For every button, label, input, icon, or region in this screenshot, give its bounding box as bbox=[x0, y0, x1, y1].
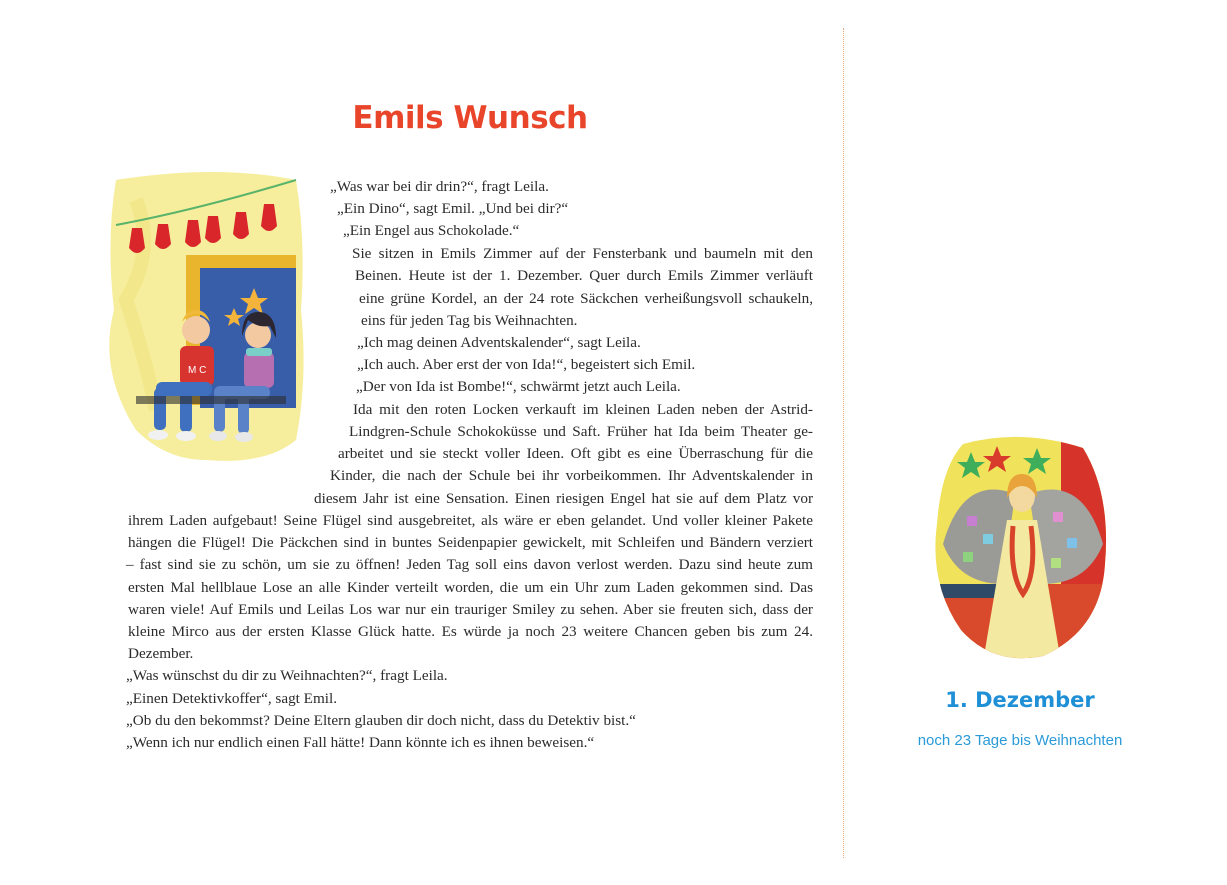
story-title: Emils Wunsch bbox=[352, 100, 588, 136]
story-line: kleine Mirco aus der ersten Klasse Glück hatte. Es würde ja noch 23 weitere Chancen geben bis zum 24. bbox=[128, 623, 813, 640]
story-line: Kinder, die nach der Schule bei ihr vorbeikommen. Ihr Adventskalender in bbox=[330, 467, 813, 484]
page-divider bbox=[843, 28, 844, 858]
story-line: Sie sitzen in Emils Zimmer auf der Fensterbank und baumeln mit den bbox=[352, 245, 813, 262]
svg-text:M C: M C bbox=[188, 365, 207, 376]
story-line: ihrem Laden aufgebaut! Seine Flügel sind ausgebreitet, als wäre er eben gelandet. Und voller kleiner Pakete bbox=[128, 512, 813, 529]
story-line: „Was war bei dir drin?“, fragt Leila. bbox=[330, 178, 549, 195]
children-window-illustration bbox=[96, 160, 308, 470]
story-line: „Ich auch. Aber erst der von Ida!“, begeistert sich Emil. bbox=[357, 356, 696, 373]
story-line: ersten Mal hellblaue Lose an alle Kinder verteilt worden, die um ein Uhr zum Laden gekommen sind. Das bbox=[128, 579, 813, 596]
story-line: „Ein Engel aus Schokolade.“ bbox=[343, 222, 520, 239]
story-line: waren viele! Auf Emils und Leilas Los war nur ein trauriger Smiley zu sehen. Aber sie freuten sich, dass der bbox=[128, 601, 813, 618]
calendar-date: 1. Dezember bbox=[945, 688, 1095, 712]
story-line: „Was wünschst du dir zu Weihnachten?“, fragt Leila. bbox=[126, 667, 448, 684]
story-line: „Ob du den bekommst? Deine Eltern glauben dir doch nicht, dass du Detektiv bist.“ bbox=[126, 712, 636, 729]
story-line: „Ich mag deinen Adventskalender“, sagt Leila. bbox=[357, 334, 641, 351]
story-line: Beinen. Heute ist der 1. Dezember. Quer durch Emils Zimmer verläuft bbox=[355, 267, 813, 284]
story-line: „Der von Ida ist Bombe!“, schwärmt jetzt auch Leila. bbox=[356, 378, 681, 395]
story-line: Ida mit den roten Locken verkauft im kleinen Laden neben der Astrid- bbox=[353, 401, 813, 418]
story-line: eine grüne Kordel, an der 24 rote Säckchen verheißungsvoll schaukeln, bbox=[359, 290, 813, 307]
story-line: Dezember. bbox=[128, 645, 194, 662]
story-line: Lindgren-Schule Schokoküsse und Saft. Früher hat Ida beim Theater ge- bbox=[349, 423, 813, 440]
angel-illustration bbox=[933, 434, 1109, 662]
story-line: „Wenn ich nur endlich einen Fall hätte! Dann könnte ich es ihnen beweisen.“ bbox=[126, 734, 595, 751]
story-line: diesem Jahr ist eine Sensation. Einen riesigen Engel hat sie auf dem Platz vor bbox=[314, 490, 813, 507]
story-line: – fast sind sie zu schön, um sie zu öffnen! Jeden Tag soll eins davon verlost werden. Dazu sind heute zum bbox=[126, 556, 813, 573]
story-line: „Einen Detektivkoffer“, sagt Emil. bbox=[126, 690, 338, 707]
story-line: eins für jeden Tag bis Weihnachten. bbox=[361, 312, 578, 329]
story-line: „Ein Dino“, sagt Emil. „Und bei dir?“ bbox=[337, 200, 569, 217]
story-line: hängen die Flügel! Die Päckchen sind in buntes Seidenpapier gewickelt, mit Schleifen und Bändern verziert bbox=[128, 534, 813, 551]
story-line: arbeitet und sie steckt voller Ideen. Oft gibt es eine Überraschung für die bbox=[338, 445, 813, 462]
days-until-christmas: noch 23 Tage bis Weihnachten bbox=[917, 732, 1123, 749]
